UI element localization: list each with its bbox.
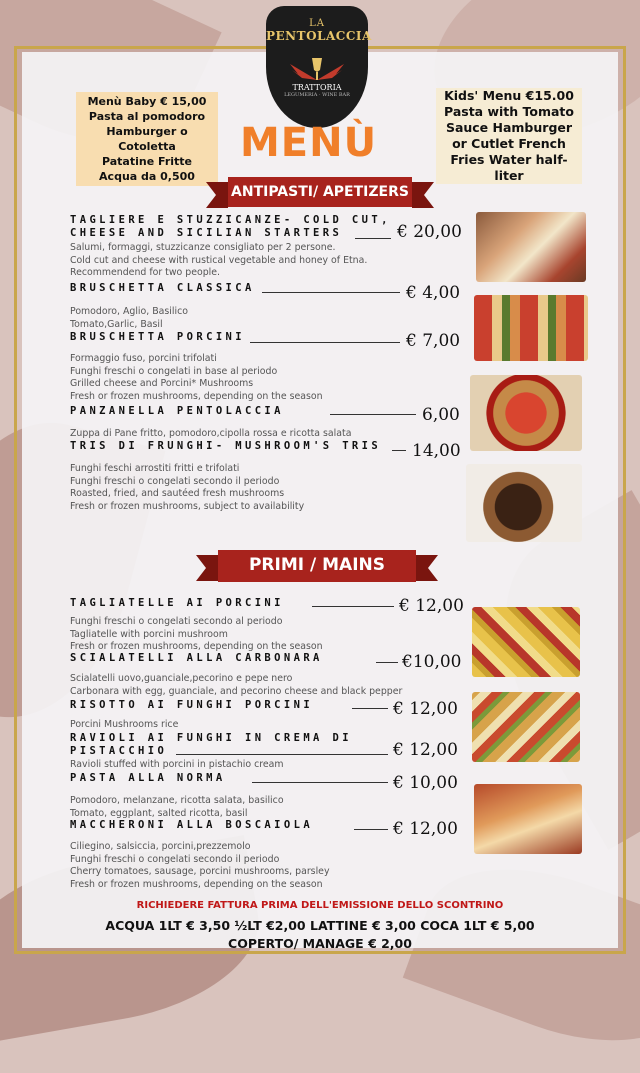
item-description: Pomodoro, melanzane, ricotta salata, basilico Tomato, eggplant, salted ricotta, basil (70, 795, 284, 819)
leader-dots (312, 606, 394, 607)
item-price: 6,00 (422, 405, 460, 425)
item-price: € 12,00 (393, 699, 458, 719)
kids-menu-line: Sauce Hamburger (445, 120, 573, 135)
kids-menu-line: Fries Water half-liter (450, 152, 568, 183)
item-price: 14,00 (412, 441, 461, 461)
item-price: € 10,00 (393, 773, 458, 793)
leader-dots (176, 754, 388, 755)
section-ribbon-primi (218, 550, 416, 582)
item-description: Formaggio fuso, porcini trifolati Funghi freschi o congelati in base al periodo Grilled cheese and Porcini* Mushrooms Fresh or frozen mushrooms, depending on the season (70, 353, 323, 402)
item-price: € 4,00 (406, 283, 461, 303)
baby-menu-line: Pasta al pomodoro (88, 110, 206, 123)
item-name: TAGLIERE E STUZZICANZE- COLD CUT, CHEESE AND SICILIAN STARTERS (70, 214, 391, 239)
item-price: € 12,00 (399, 596, 464, 616)
kids-menu-line: Pasta with Tomato (444, 104, 574, 119)
section-ribbon-antipasti (228, 177, 412, 207)
cover-charge: COPERTO/ MANAGE € 2,00 (228, 936, 412, 951)
baby-menu-line: Menù Baby € 15,00 (87, 95, 207, 108)
item-name: BRUSCHETTA PORCINI (70, 331, 245, 343)
item-price: € 12,00 (393, 740, 458, 760)
item-description: Zuppa di Pane fritto, pomodoro,cipolla rossa e ricotta salata (70, 428, 352, 439)
logo-line1: LA (309, 18, 325, 29)
menu-title: MENÙ (240, 120, 378, 166)
item-name: PASTA ALLA NORMA (70, 772, 226, 784)
item-description: Funghi feschi arrostiti fritti e trifolati Funghi freschi o congelati secondo il periodo Roasted, fried, and sautéed fresh mushrooms Fresh or frozen mushrooms, subject to availability (70, 463, 305, 512)
leader-dots (352, 708, 388, 709)
item-name: RAVIOLI AI FUNGHI IN CREMA DI PISTACCHIO (70, 732, 352, 757)
section-title: ANTIPASTI/ APETIZERS (231, 184, 409, 200)
leader-dots (330, 414, 416, 415)
item-description: Salumi, formaggi, stuzzicanze consigliato per 2 persone. Cold cut and cheese with rustical vegetable and honey of Etna. Recommendend for two people. (70, 242, 368, 278)
baby-menu-box (76, 92, 218, 186)
leader-dots (354, 829, 388, 830)
item-description: Ravioli stuffed with porcini in pistachio cream (70, 759, 284, 770)
item-description: Scialatelli uovo,guanciale,pecorino e pepe nero Carbonara with egg, guanciale, and pecorino cheese and black pepper (70, 673, 403, 697)
baby-menu-line: Hamburger o Cotoletta (106, 125, 188, 153)
item-name: TAGLIATELLE AI PORCINI (70, 597, 284, 609)
leader-dots (376, 662, 398, 663)
item-name: MACCHERONI ALLA BOSCAIOLA (70, 819, 314, 831)
item-price: € 7,00 (406, 331, 461, 351)
item-description: Porcini Mushrooms rice (70, 719, 179, 730)
norma-photo (474, 784, 582, 854)
item-price: € 12,00 (393, 819, 458, 839)
leader-dots (252, 782, 388, 783)
leader-dots (355, 238, 391, 239)
logo-name: PENTOLACCIA (266, 29, 372, 43)
item-description: Pomodoro, Aglio, Basilico Tomato,Garlic, Basil (70, 306, 188, 330)
leader-dots (250, 342, 400, 343)
item-name: TRIS DI FRUNGHI- MUSHROOM'S TRIS (70, 440, 382, 452)
cold-cut-board-photo (476, 212, 586, 282)
item-price: € 20,00 (397, 222, 462, 242)
bruschetta-photo (474, 295, 588, 361)
item-description: Ciliegino, salsiccia, porcini,prezzemolo Funghi freschi o congelati secondo il periodo Cherry tomatoes, sausage, porcini mushrooms, parsley Fresh or frozen mushrooms, depending on the season (70, 841, 330, 890)
item-description: Funghi freschi o congelati secondo al periodo Tagliatelle with porcini mushroom Fresh or frozen mushrooms, depending on the season (70, 616, 323, 652)
kids-menu-line: Kids' Menu €15.00 (444, 88, 574, 103)
restaurant-logo (266, 6, 372, 128)
item-name: PANZANELLA PENTOLACCIA (70, 405, 284, 417)
kids-menu-line: or Cutlet French (452, 136, 566, 151)
item-name: RISOTTO AI FUNGHI PORCINI (70, 699, 314, 711)
item-name: BRUSCHETTA CLASSICA (70, 282, 255, 294)
kids-menu-box (436, 88, 582, 184)
invoice-notice: RICHIEDERE FATTURA PRIMA DELL'EMISSIONE DELLO SCONTRINO (136, 900, 504, 911)
baby-menu-line: Acqua da 0,500 (99, 170, 195, 183)
leader-dots (262, 292, 400, 293)
baby-menu-line: Patatine Fritte (101, 155, 192, 168)
risotto-ravioli-photo (472, 692, 580, 762)
section-title: PRIMI / MAINS (248, 555, 386, 575)
pasta-collage-photo (472, 607, 580, 677)
item-price: €10,00 (402, 652, 462, 672)
panzanella-photo (470, 375, 582, 451)
drinks-prices: ACQUA 1LT € 3,50 ½LT €2,00 LATTINE € 3,00 COCA 1LT € 5,00 (105, 918, 535, 933)
item-name: SCIALATELLI ALLA CARBONARA (70, 652, 323, 664)
logo-subtitle: LEGUMERIA · WINE BAR (284, 92, 350, 98)
mushroom-tris-photo (466, 464, 582, 542)
logo-trattoria: TRATTORIA (292, 83, 342, 92)
wings-glass-icon (288, 56, 346, 82)
leader-dots (392, 450, 406, 451)
